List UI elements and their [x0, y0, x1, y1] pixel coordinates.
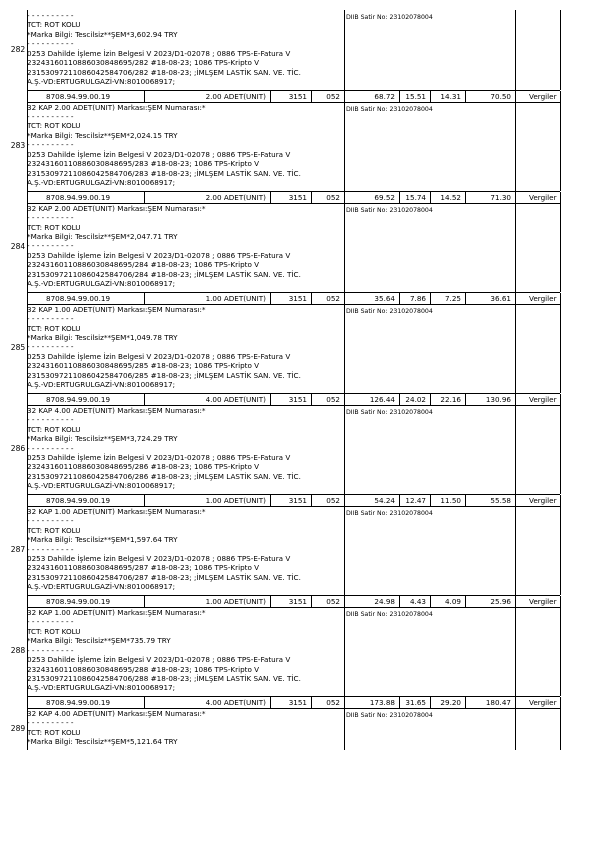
value-tariff: 8708.94.99.00.19: [46, 293, 111, 303]
column-border: [344, 405, 345, 494]
value-v2: 12.47: [405, 495, 426, 505]
description-line: A.Ş.-VD:ERTUGRULGAZİ-VN:8010068917;: [27, 279, 176, 289]
description-line: - - - - - - - - - -: [27, 342, 74, 352]
value-c2: 052: [326, 596, 340, 606]
column-border: [144, 495, 145, 506]
column-border: [399, 192, 400, 203]
item-index: 283: [10, 141, 26, 151]
column-border: [560, 708, 561, 750]
value-v1: 69.52: [374, 192, 395, 202]
value-v3: 14.31: [440, 91, 461, 101]
value-c2: 052: [326, 192, 340, 202]
column-border: [144, 293, 145, 304]
value-c1: 3151: [288, 394, 307, 404]
column-border: [344, 203, 345, 292]
description-line: *Marka Bilgi: Tescilsiz**ŞEM*1,597.64 TRY: [27, 535, 178, 545]
description-line: 23153097211086042584706/282 #18-08-23; ;İMLŞEM LASTİK SAN. VE. TİC.: [27, 67, 301, 77]
value-v4: 36.61: [490, 293, 511, 303]
column-border: [27, 506, 28, 595]
description-line: *Marka Bilgi: Tescilsiz**ŞEM*3,724.29 TRY: [27, 434, 178, 444]
column-border: [560, 405, 561, 494]
column-border: [515, 697, 516, 708]
description-line: - - - - - - - - - -: [27, 39, 74, 49]
column-border: [344, 192, 345, 203]
column-border: [560, 506, 561, 595]
value-v2: 15.74: [405, 192, 426, 202]
description-line: 23243160110886030848695/287 #18-08-23; 1086 TPS-Kripto V: [27, 563, 260, 573]
value-c1: 3151: [288, 293, 307, 303]
column-border: [27, 304, 28, 393]
value-qty: 2.00 ADET(UNIT): [205, 192, 266, 202]
description-line: 32 KAP 1.00 ADET(UNIT) Markası:ŞEM Numarası:*: [27, 506, 206, 516]
description-line: 0253 Dahilde İşleme İzin Belgesi V 2023/D1-02078 ; 0886 TPS-E-Fatura V: [27, 250, 291, 260]
dib-line-number: DIIB Satir No: 23102078004: [346, 408, 433, 416]
vergiler-label: Vergiler: [529, 91, 557, 101]
value-c2: 052: [326, 293, 340, 303]
value-c2: 052: [326, 697, 340, 707]
description-line: - - - - - - - - - -: [27, 11, 74, 20]
description-line: TCT: ROT KOLU: [27, 121, 81, 131]
column-border: [27, 495, 28, 506]
value-v1: 54.24: [374, 495, 395, 505]
description-line: 23243160110886030848695/285 #18-08-23; 1086 TPS-Kripto V: [27, 361, 260, 371]
description-line: 0253 Dahilde İşleme İzin Belgesi V 2023/D1-02078 ; 0886 TPS-E-Fatura V: [27, 149, 291, 159]
column-border: [27, 405, 28, 494]
column-border: [344, 596, 345, 607]
column-border: [430, 495, 431, 506]
dib-line-number: DIIB Satir No: 23102078004: [346, 711, 433, 719]
column-border: [430, 697, 431, 708]
item-index: 284: [10, 242, 26, 252]
vergiler-label: Vergiler: [529, 394, 557, 404]
column-border: [399, 293, 400, 304]
column-border: [344, 293, 345, 304]
description-line: 0253 Dahilde İşleme İzin Belgesi V 2023/D1-02078 ; 0886 TPS-E-Fatura V: [27, 655, 291, 665]
description-line: TCT: ROT KOLU: [27, 626, 81, 636]
column-border: [311, 91, 312, 102]
value-tariff: 8708.94.99.00.19: [46, 596, 111, 606]
dib-line-number: DIIB Satir No: 23102078004: [346, 509, 433, 517]
description-line: TCT: ROT KOLU: [27, 222, 81, 232]
value-tariff: 8708.94.99.00.19: [46, 697, 111, 707]
value-v4: 130.96: [485, 394, 511, 404]
value-v4: 55.58: [490, 495, 511, 505]
column-border: [399, 495, 400, 506]
column-border: [465, 192, 466, 203]
description-line: - - - - - - - - - -: [27, 314, 74, 324]
description-line: - - - - - - - - - -: [27, 112, 74, 122]
description-line: TCT: ROT KOLU: [27, 20, 81, 30]
column-border: [560, 10, 561, 90]
description-line: - - - - - - - - - -: [27, 516, 74, 526]
description-line: TCT: ROT KOLU: [27, 323, 81, 333]
column-border: [560, 697, 561, 708]
dib-line-number: DIIB Satir No: 23102078004: [346, 105, 433, 113]
column-border: [515, 708, 516, 750]
column-border: [465, 394, 466, 405]
description-line: A.Ş.-VD:ERTUGRULGAZİ-VN:8010068917;: [27, 683, 176, 693]
value-c1: 3151: [288, 596, 307, 606]
column-border: [560, 293, 561, 304]
description-line: 23153097211086042584706/286 #18-08-23; ;İMLŞEM LASTİK SAN. VE. TİC.: [27, 471, 301, 481]
description-line: 0253 Dahilde İşleme İzin Belgesi V 2023/D1-02078 ; 0886 TPS-E-Fatura V: [27, 351, 291, 361]
description-line: - - - - - - - - - -: [27, 617, 74, 627]
column-border: [311, 495, 312, 506]
column-border: [399, 91, 400, 102]
column-border: [27, 394, 28, 405]
value-v1: 173.88: [369, 697, 395, 707]
column-border: [144, 394, 145, 405]
column-border: [515, 91, 516, 102]
column-border: [270, 293, 271, 304]
column-border: [515, 293, 516, 304]
value-tariff: 8708.94.99.00.19: [46, 495, 111, 505]
description-line: 32 KAP 2.00 ADET(UNIT) Markası:ŞEM Numarası:*: [27, 102, 206, 112]
description-line: TCT: ROT KOLU: [27, 525, 81, 535]
column-border: [144, 192, 145, 203]
vergiler-label: Vergiler: [529, 697, 557, 707]
description-line: TCT: ROT KOLU: [27, 424, 81, 434]
value-v1: 35.64: [374, 293, 395, 303]
value-v4: 71.30: [490, 192, 511, 202]
description-line: A.Ş.-VD:ERTUGRULGAZİ-VN:8010068917;: [27, 582, 176, 592]
column-border: [144, 596, 145, 607]
column-border: [311, 596, 312, 607]
column-border: [344, 102, 345, 191]
description-line: 23243160110886030848695/286 #18-08-23; 1086 TPS-Kripto V: [27, 462, 260, 472]
column-border: [515, 192, 516, 203]
value-qty: 1.00 ADET(UNIT): [205, 495, 266, 505]
column-border: [344, 91, 345, 102]
value-v1: 24.98: [374, 596, 395, 606]
description-line: 32 KAP 4.00 ADET(UNIT) Markası:ŞEM Numarası:*: [27, 708, 206, 718]
description-line: 0253 Dahilde İşleme İzin Belgesi V 2023/D1-02078 ; 0886 TPS-E-Fatura V: [27, 554, 291, 564]
column-border: [465, 495, 466, 506]
description-line: 32 KAP 1.00 ADET(UNIT) Markası:ŞEM Numarası:*: [27, 607, 206, 617]
column-border: [515, 506, 516, 595]
description-line: 23243160110886030848695/283 #18-08-23; 1086 TPS-Kripto V: [27, 159, 260, 169]
item-description-block: [10, 102, 571, 191]
value-v4: 25.96: [490, 596, 511, 606]
value-c2: 052: [326, 394, 340, 404]
description-line: - - - - - - - - - -: [27, 140, 74, 150]
column-border: [515, 495, 516, 506]
description-line: 0253 Dahilde İşleme İzin Belgesi V 2023/D1-02078 ; 0886 TPS-E-Fatura V: [27, 453, 291, 462]
vergiler-label: Vergiler: [529, 192, 557, 202]
column-border: [311, 697, 312, 708]
column-border: [270, 596, 271, 607]
column-border: [430, 596, 431, 607]
value-c2: 052: [326, 495, 340, 505]
column-border: [344, 607, 345, 696]
column-border: [430, 293, 431, 304]
item-index: 282: [10, 44, 26, 54]
column-border: [515, 405, 516, 494]
column-border: [399, 697, 400, 708]
description-line: *Marka Bilgi: Tescilsiz**ŞEM*3,602.94 TRY: [27, 29, 178, 39]
column-border: [27, 697, 28, 708]
value-v3: 14.52: [440, 192, 461, 202]
column-border: [560, 394, 561, 405]
column-border: [344, 506, 345, 595]
description-line: - - - - - - - - - -: [27, 645, 74, 655]
value-v1: 126.44: [369, 394, 395, 404]
description-line: - - - - - - - - - -: [27, 544, 74, 554]
item-index: 286: [10, 444, 26, 454]
column-border: [515, 596, 516, 607]
value-v2: 4.43: [409, 596, 426, 606]
column-border: [144, 91, 145, 102]
value-v2: 31.65: [405, 697, 426, 707]
column-border: [311, 192, 312, 203]
column-border: [344, 495, 345, 506]
value-v2: 24.02: [405, 394, 426, 404]
description-line: 23243160110886030848695/288 #18-08-23; 1086 TPS-Kripto V: [27, 664, 260, 674]
description-line: 23153097211086042584706/284 #18-08-23; ;İMLŞEM LASTİK SAN. VE. TİC.: [27, 269, 301, 279]
column-border: [515, 102, 516, 191]
column-border: [27, 10, 28, 90]
description-line: 0253 Dahilde İşleme İzin Belgesi V 2023/D1-02078 ; 0886 TPS-E-Fatura V: [27, 48, 291, 58]
value-tariff: 8708.94.99.00.19: [46, 394, 111, 404]
value-qty: 1.00 ADET(UNIT): [205, 596, 266, 606]
item-description-block: [10, 203, 571, 292]
value-c2: 052: [326, 91, 340, 101]
column-border: [270, 697, 271, 708]
value-v3: 22.16: [440, 394, 461, 404]
column-border: [560, 192, 561, 203]
value-qty: 1.00 ADET(UNIT): [205, 293, 266, 303]
value-c1: 3151: [288, 192, 307, 202]
description-line: A.Ş.-VD:ERTUGRULGAZİ-VN:8010068917;: [27, 178, 176, 188]
description-line: - - - - - - - - - -: [27, 213, 74, 223]
description-line: *Marka Bilgi: Tescilsiz**ŞEM*2,024.15 TRY: [27, 130, 178, 140]
column-border: [515, 607, 516, 696]
column-border: [399, 394, 400, 405]
column-border: [515, 10, 516, 90]
column-border: [270, 394, 271, 405]
column-border: [311, 293, 312, 304]
item-description-block: [10, 304, 571, 393]
item-index: 289: [10, 723, 26, 733]
description-line: 32 KAP 4.00 ADET(UNIT) Markası:ŞEM Numarası:*: [27, 405, 206, 415]
column-border: [465, 91, 466, 102]
column-border: [27, 607, 28, 696]
column-border: [560, 304, 561, 393]
column-border: [270, 91, 271, 102]
description-line: *Marka Bilgi: Tescilsiz**ŞEM*2,047.71 TRY: [27, 231, 178, 241]
value-v2: 7.86: [409, 293, 426, 303]
column-border: [27, 192, 28, 203]
column-border: [560, 102, 561, 191]
description-line: 23153097211086042584706/287 #18-08-23; ;İMLŞEM LASTİK SAN. VE. TİC.: [27, 572, 301, 582]
item-index: 288: [10, 646, 26, 656]
description-line: - - - - - - - - - -: [27, 718, 74, 728]
description-line: 23153097211086042584706/288 #18-08-23; ;İMLŞEM LASTİK SAN. VE. TİC.: [27, 673, 301, 683]
column-border: [560, 607, 561, 696]
column-border: [560, 91, 561, 102]
item-index: 285: [10, 343, 26, 353]
item-description-block: [10, 405, 571, 494]
column-border: [311, 394, 312, 405]
column-border: [515, 394, 516, 405]
description-line: *Marka Bilgi: Tescilsiz**ŞEM*735.79 TRY: [27, 636, 171, 646]
column-border: [430, 91, 431, 102]
dib-line-number: DIIB Satir No: 23102078004: [346, 14, 433, 21]
item-description-block: [10, 10, 571, 90]
column-border: [344, 394, 345, 405]
description-line: - - - - - - - - - -: [27, 241, 74, 251]
column-border: [430, 394, 431, 405]
value-v2: 15.51: [405, 91, 426, 101]
value-v3: 7.25: [444, 293, 461, 303]
column-border: [465, 697, 466, 708]
vergiler-label: Vergiler: [529, 495, 557, 505]
value-v3: 29.20: [440, 697, 461, 707]
vergiler-label: Vergiler: [529, 293, 557, 303]
description-line: - - - - - - - - - -: [27, 415, 74, 425]
value-c1: 3151: [288, 91, 307, 101]
description-line: A.Ş.-VD:ERTUGRULGAZİ-VN:8010068917;: [27, 77, 176, 87]
description-line: 32 KAP 1.00 ADET(UNIT) Markası:ŞEM Numarası:*: [27, 304, 206, 314]
item-index: 287: [10, 545, 26, 555]
dib-line-number: DIIB Satir No: 23102078004: [346, 610, 433, 618]
description-line: 23153097211086042584706/283 #18-08-23; ;İMLŞEM LASTİK SAN. VE. TİC.: [27, 168, 301, 178]
description-line: A.Ş.-VD:ERTUGRULGAZİ-VN:8010068917;: [27, 380, 176, 390]
description-line: 32 KAP 2.00 ADET(UNIT) Markası:ŞEM Numarası:*: [27, 203, 206, 213]
column-border: [27, 596, 28, 607]
customs-declaration-page: [10, 10, 571, 750]
column-border: [465, 596, 466, 607]
description-line: *Marka Bilgi: Tescilsiz**ŞEM*5,121.64 TRY: [27, 737, 178, 747]
column-border: [430, 192, 431, 203]
value-qty: 4.00 ADET(UNIT): [205, 697, 266, 707]
column-border: [344, 708, 345, 750]
value-v1: 68.72: [374, 91, 395, 101]
value-c1: 3151: [288, 495, 307, 505]
value-v3: 4.09: [444, 596, 461, 606]
column-border: [27, 203, 28, 292]
vergiler-label: Vergiler: [529, 596, 557, 606]
description-line: A.Ş.-VD:ERTUGRULGAZİ-VN:8010068917;: [27, 481, 176, 491]
value-tariff: 8708.94.99.00.19: [46, 192, 111, 202]
column-border: [27, 102, 28, 191]
value-qty: 2.00 ADET(UNIT): [205, 91, 266, 101]
description-line: 23243160110886030848695/284 #18-08-23; 1086 TPS-Kripto V: [27, 260, 260, 270]
description-line: *Marka Bilgi: Tescilsiz**ŞEM*1,049.78 TRY: [27, 333, 178, 343]
column-border: [465, 293, 466, 304]
column-border: [515, 304, 516, 393]
column-border: [344, 697, 345, 708]
column-border: [27, 293, 28, 304]
dib-line-number: DIIB Satir No: 23102078004: [346, 307, 433, 315]
column-border: [270, 495, 271, 506]
column-border: [27, 708, 28, 750]
column-border: [27, 91, 28, 102]
value-qty: 4.00 ADET(UNIT): [205, 394, 266, 404]
column-border: [270, 192, 271, 203]
value-c1: 3151: [288, 697, 307, 707]
value-tariff: 8708.94.99.00.19: [46, 91, 111, 101]
column-border: [399, 596, 400, 607]
dib-line-number: DIIB Satir No: 23102078004: [346, 206, 433, 214]
item-description-block: [10, 506, 571, 595]
column-border: [344, 304, 345, 393]
item-description-block: [10, 708, 571, 750]
value-v4: 180.47: [485, 697, 511, 707]
description-line: 23153097211086042584706/285 #18-08-23; ;İMLŞEM LASTİK SAN. VE. TİC.: [27, 370, 301, 380]
value-v4: 70.50: [490, 91, 511, 101]
column-border: [560, 596, 561, 607]
description-line: 23243160110886030848695/282 #18-08-23; 1086 TPS-Kripto V: [27, 58, 260, 68]
description-line: - - - - - - - - - -: [27, 443, 74, 453]
value-v3: 11.50: [440, 495, 461, 505]
column-border: [144, 697, 145, 708]
description-line: TCT: ROT KOLU: [27, 727, 81, 737]
column-border: [560, 495, 561, 506]
column-border: [560, 203, 561, 292]
item-description-block: [10, 607, 571, 696]
column-border: [344, 10, 345, 90]
column-border: [515, 203, 516, 292]
